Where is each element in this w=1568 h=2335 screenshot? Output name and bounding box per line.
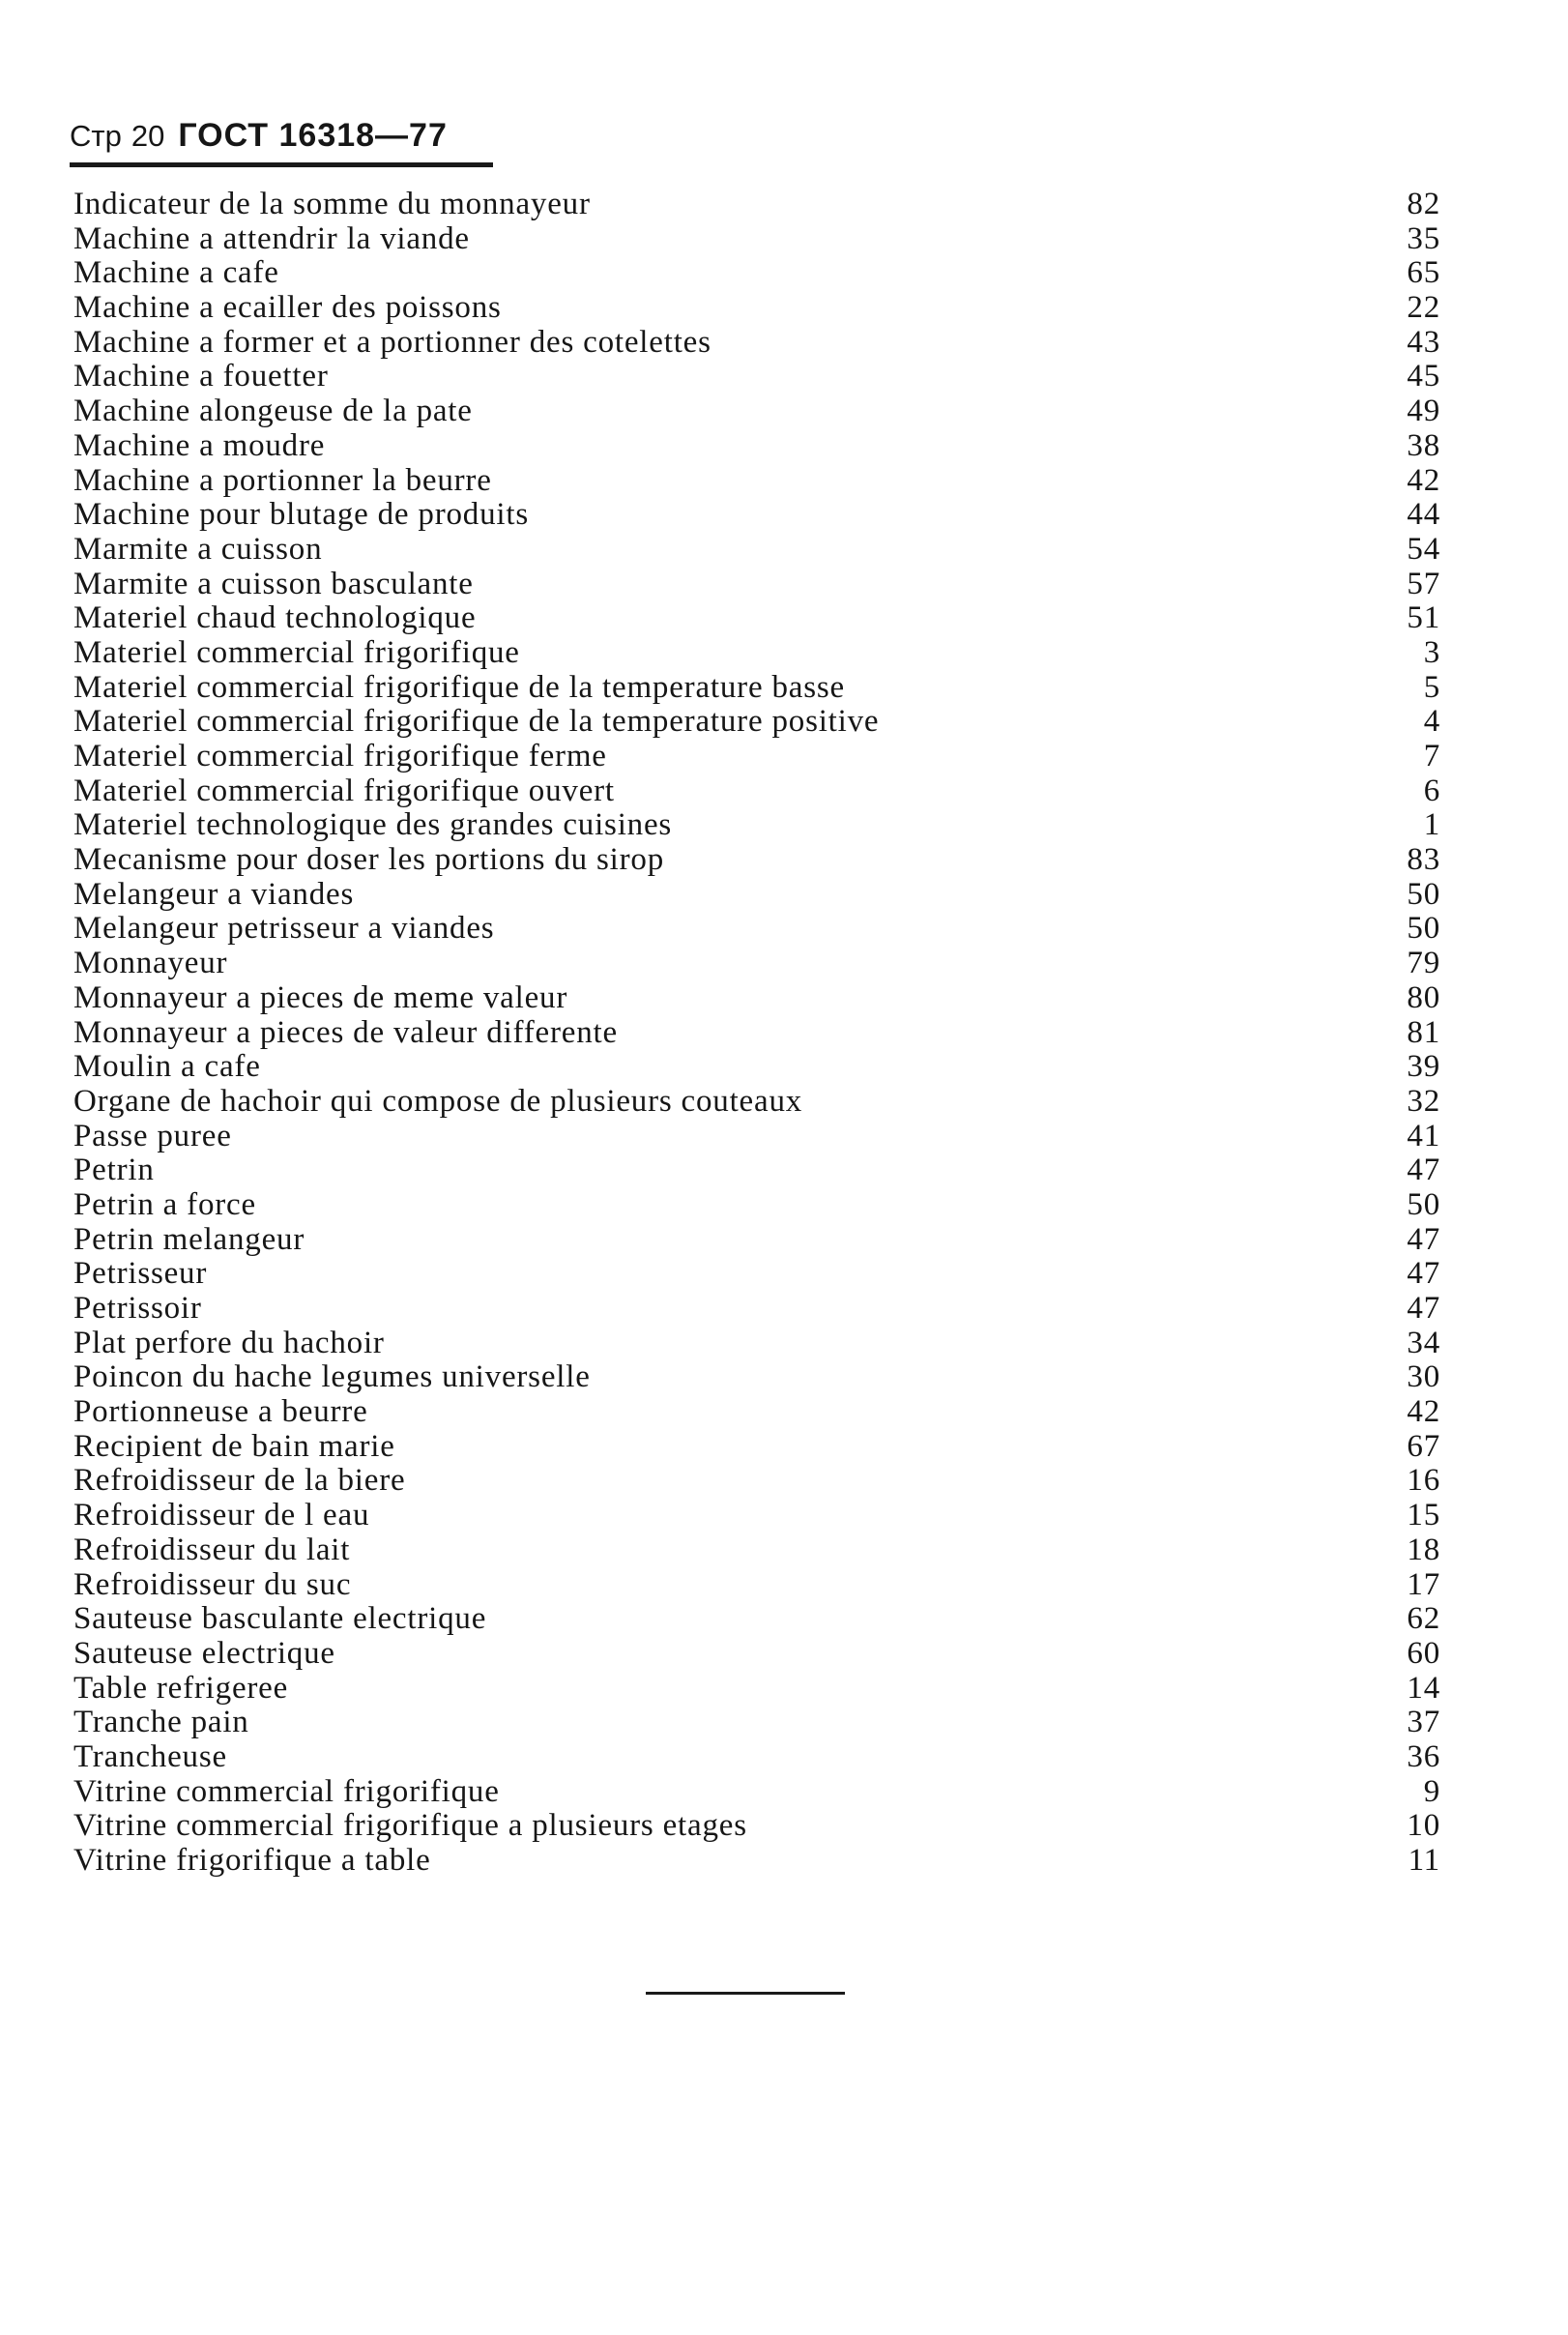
index-page-number: 6	[1423, 773, 1440, 808]
index-page-number: 36	[1407, 1738, 1440, 1774]
index-term: Materiel chaud technologique	[73, 601, 477, 636]
index-row	[73, 326, 1440, 361]
index-page-number: 11	[1408, 1843, 1440, 1878]
index-term: Monnayeur a pieces de valeur differente	[73, 1015, 618, 1050]
index-term: Machine a former et a portionner des cotelettes	[73, 325, 711, 360]
index-term: Tranche pain	[73, 1706, 249, 1740]
index-page-number: 5	[1423, 669, 1440, 705]
index-term: Refroidisseur de l eau	[73, 1499, 370, 1533]
index-row	[73, 1706, 1440, 1740]
index-page-number: 17	[1407, 1566, 1440, 1602]
index-row	[73, 1499, 1440, 1533]
index-row	[73, 256, 1440, 291]
index-row	[73, 1360, 1440, 1395]
index-page-number: 35	[1407, 220, 1440, 256]
index-row	[73, 1568, 1440, 1603]
index-row	[73, 429, 1440, 464]
index-row	[73, 360, 1440, 394]
index-row	[73, 843, 1440, 878]
index-term: Machine a moudre	[73, 428, 326, 463]
index-page-number: 54	[1407, 531, 1440, 567]
index-row	[73, 705, 1440, 740]
index-row	[73, 1844, 1440, 1879]
index-page-number: 47	[1407, 1291, 1440, 1326]
index-row	[73, 671, 1440, 706]
index-term: Petrin	[73, 1153, 155, 1188]
index-page-number: 38	[1407, 427, 1440, 463]
index-page-number: 67	[1407, 1428, 1440, 1464]
index-page-number: 47	[1407, 1153, 1440, 1188]
index-row	[73, 878, 1440, 913]
index-row	[73, 981, 1440, 1016]
index-row	[73, 1809, 1440, 1844]
index-page-number: 81	[1407, 1014, 1440, 1050]
index-row	[73, 1153, 1440, 1188]
index-term: Marmite a cuisson	[73, 532, 323, 567]
index-term: Refroidisseur de la biere	[73, 1464, 406, 1499]
index-page-number: 50	[1407, 1186, 1440, 1222]
index-term: Petrin melangeur	[73, 1222, 305, 1257]
index-page-number: 51	[1407, 600, 1440, 636]
index-row	[73, 1395, 1440, 1430]
index-page-number: 32	[1407, 1083, 1440, 1119]
index-term: Trancheuse	[73, 1739, 227, 1774]
index-row	[73, 498, 1440, 533]
index-term: Machine a attendrir la viande	[73, 221, 470, 256]
index-row	[73, 394, 1440, 429]
index-page-number: 82	[1407, 187, 1440, 221]
index-term: Monnayeur	[73, 947, 228, 981]
index-page-number: 42	[1407, 462, 1440, 498]
index-term: Materiel commercial frigorifique de la temperature basse	[73, 670, 845, 705]
index-row	[73, 568, 1440, 602]
index-term: Marmite a cuisson basculante	[73, 567, 474, 601]
index-row	[73, 1188, 1440, 1223]
index-term: Indicateur de la somme du monnayeur	[73, 188, 591, 221]
index-term: Materiel technologique des grandes cuisines	[73, 808, 673, 843]
index-term: Portionneuse a beurre	[73, 1395, 368, 1430]
index-row	[73, 1740, 1440, 1775]
index-page-number: 43	[1407, 324, 1440, 360]
index-row	[73, 1464, 1440, 1499]
index-row	[73, 1775, 1440, 1810]
index-page-number: 4	[1423, 704, 1440, 740]
index-term: Machine alongeuse de la pate	[73, 394, 473, 429]
index-term: Machine a portionner la beurre	[73, 463, 492, 498]
index-page-number: 22	[1407, 290, 1440, 326]
end-rule	[646, 1992, 845, 1995]
index-row	[73, 740, 1440, 774]
index-row	[73, 808, 1440, 843]
index-page-number: 62	[1407, 1601, 1440, 1637]
index-page-number: 10	[1407, 1808, 1440, 1844]
index-term: Materiel commercial frigorifique ferme	[73, 740, 607, 773]
index-row	[73, 912, 1440, 947]
index-term: Machine a fouetter	[73, 360, 329, 394]
index-term: Mecanisme pour doser les portions du sirop	[73, 843, 665, 878]
index-page-number: 83	[1407, 842, 1440, 878]
index-page-number: 18	[1407, 1532, 1440, 1567]
index-page-number: 80	[1407, 979, 1440, 1015]
index-page-number: 49	[1407, 394, 1440, 429]
index-row	[73, 1050, 1440, 1085]
index-term: Passe puree	[73, 1119, 232, 1153]
index-term: Poincon du hache legumes universelle	[73, 1360, 591, 1395]
index-row	[73, 1430, 1440, 1465]
index-page-number: 39	[1407, 1049, 1440, 1085]
index-page-number: 50	[1407, 876, 1440, 912]
index-page-number: 41	[1407, 1118, 1440, 1153]
index-term: Monnayeur a pieces de meme valeur	[73, 980, 568, 1015]
index-row	[73, 1533, 1440, 1568]
index-row	[73, 1016, 1440, 1051]
index-page-number: 42	[1407, 1394, 1440, 1430]
index-page-number: 16	[1407, 1463, 1440, 1499]
index-row	[73, 291, 1440, 326]
index-row	[73, 1223, 1440, 1258]
index-page-number: 47	[1407, 1221, 1440, 1257]
page-header	[70, 108, 493, 167]
index-term: Refroidisseur du suc	[73, 1567, 352, 1602]
index-row	[73, 947, 1440, 981]
header-page-label: Стр	[70, 119, 122, 153]
index-page-number: 79	[1407, 946, 1440, 981]
index-page-number: 14	[1407, 1670, 1440, 1706]
index-page-number: 45	[1407, 359, 1440, 394]
index-list	[73, 188, 1440, 1879]
index-row	[73, 1672, 1440, 1707]
index-term: Petrin a force	[73, 1187, 256, 1222]
index-term: Organe de hachoir qui compose de plusieurs couteaux	[73, 1084, 803, 1119]
index-page-number: 34	[1407, 1325, 1440, 1360]
index-term: Materiel commercial frigorifique de la temperature positive	[73, 705, 880, 740]
index-term: Machine a cafe	[73, 256, 279, 291]
index-term: Materiel commercial frigorifique	[73, 635, 520, 670]
index-term: Table refrigeree	[73, 1671, 289, 1706]
index-page-number: 60	[1407, 1635, 1440, 1671]
index-term: Machine a ecailler des poissons	[73, 291, 502, 326]
index-term: Plat perfore du hachoir	[73, 1326, 385, 1360]
index-row	[73, 464, 1440, 499]
index-page-number: 15	[1407, 1498, 1440, 1533]
index-page-number: 57	[1407, 566, 1440, 601]
index-row	[73, 1292, 1440, 1327]
index-row	[73, 1327, 1440, 1361]
index-term: Vitrine commercial frigorifique	[73, 1774, 500, 1809]
index-term: Recipient de bain marie	[73, 1429, 395, 1464]
index-row	[73, 1637, 1440, 1672]
index-row	[73, 188, 1440, 222]
index-page-number: 30	[1407, 1359, 1440, 1395]
index-page-number: 1	[1423, 807, 1440, 843]
index-term: Petrisseur	[73, 1257, 208, 1292]
index-term: Vitrine commercial frigorifique a plusieurs etages	[73, 1809, 747, 1844]
index-row	[73, 1257, 1440, 1292]
index-term: Moulin a cafe	[73, 1050, 261, 1085]
index-page-number: 44	[1407, 497, 1440, 533]
index-term: Melangeur a viandes	[73, 877, 355, 912]
index-term: Petrissoir	[73, 1292, 202, 1326]
index-row	[73, 222, 1440, 257]
index-term: Sauteuse electrique	[73, 1636, 335, 1671]
index-page-number: 50	[1407, 911, 1440, 947]
index-row	[73, 1120, 1440, 1154]
index-page-number: 9	[1423, 1773, 1440, 1809]
index-page-number: 37	[1407, 1705, 1440, 1740]
index-row	[73, 774, 1440, 809]
index-term: Machine pour blutage de produits	[73, 498, 529, 533]
index-row	[73, 601, 1440, 636]
index-page-number: 3	[1423, 634, 1440, 670]
header-page-number: 20	[131, 119, 165, 153]
header-standard-number: ГОСТ 16318—77	[178, 117, 448, 154]
index-row	[73, 1085, 1440, 1120]
index-page-number: 65	[1407, 255, 1440, 291]
index-row	[73, 533, 1440, 568]
index-term: Melangeur petrisseur a viandes	[73, 912, 495, 947]
index-term: Materiel commercial frigorifique ouvert	[73, 773, 615, 808]
index-term: Refroidisseur du lait	[73, 1532, 351, 1567]
index-row	[73, 1602, 1440, 1637]
index-row	[73, 636, 1440, 671]
index-page-number: 47	[1407, 1256, 1440, 1292]
index-term: Vitrine frigorifique a table	[73, 1844, 431, 1878]
index-page-number: 7	[1423, 739, 1440, 773]
index-term: Sauteuse basculante electrique	[73, 1602, 487, 1637]
